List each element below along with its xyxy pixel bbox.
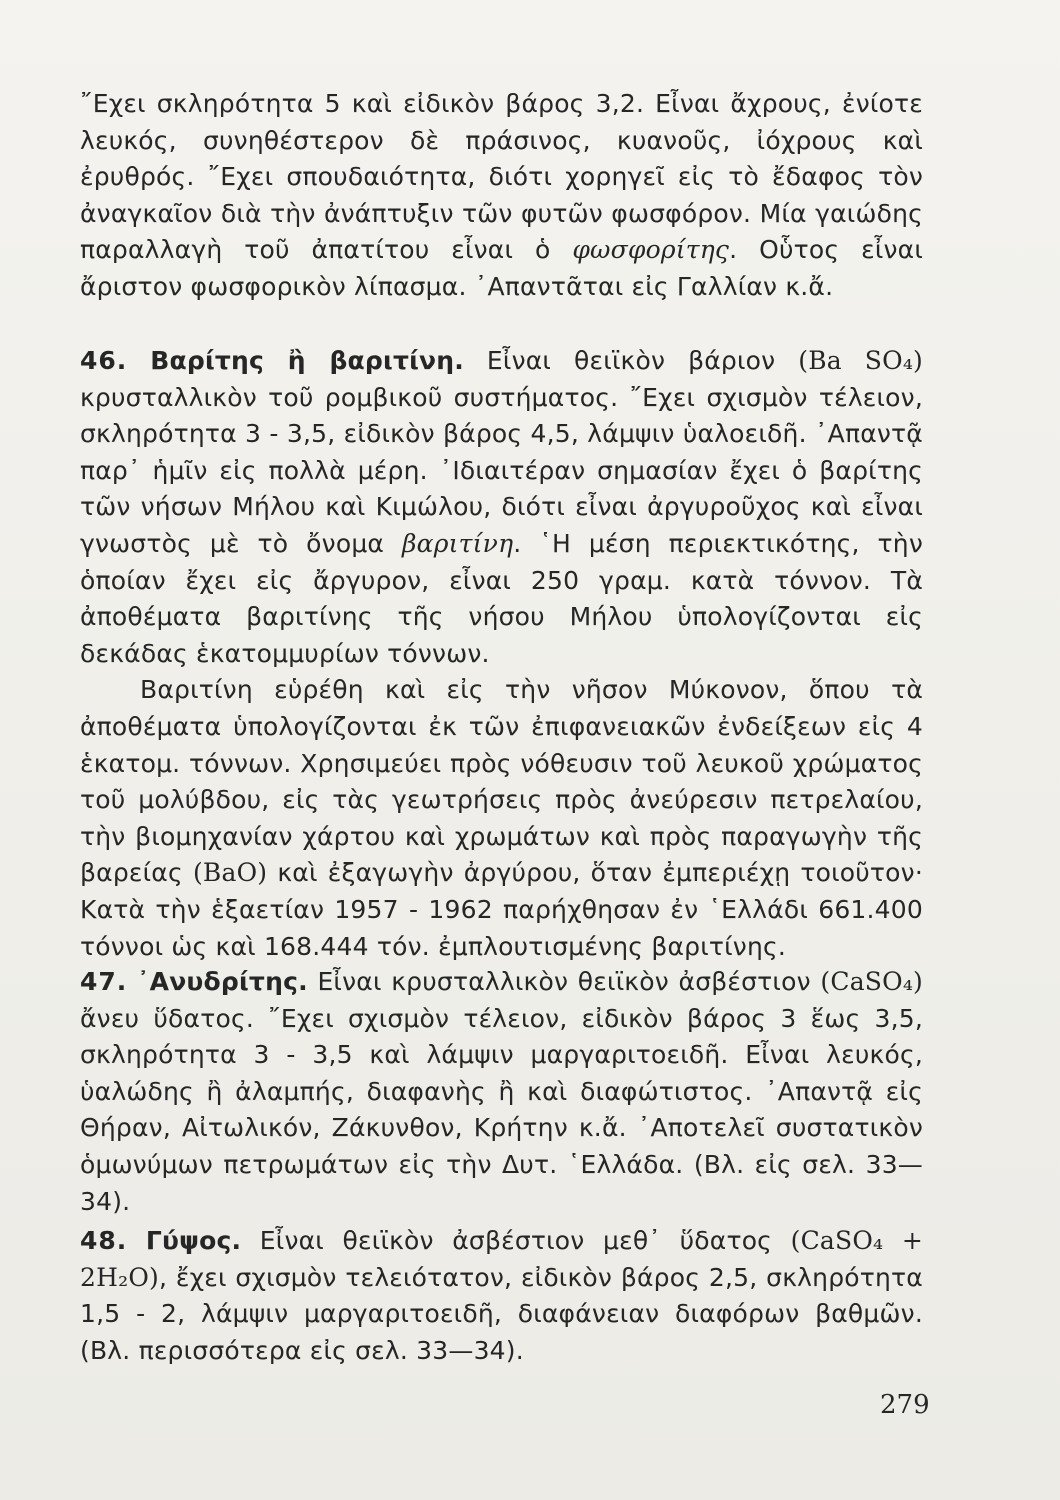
text-run: ῎Εχει σκληρότητα 5 καὶ εἰδικὸν βάρος 3,2. Εἶναι ἄχρους, ἐνίοτε λευκός, συνηθέστερον δὲ πράσινος, κυανοῦς, ἰόχρους καὶ ἐρυθρός. ῎Εχει σπουδαιότητα, διότι χορηγεῖ εἰς τὸ ἔδαφος τὸν ἀναγκαῖον διὰ τὴν ἀνάπτυξιν τῶν φυτῶν φωσφόρον. Μία γαιώδης παραλλαγὴ τοῦ ἀπατίτου εἶναι ὁ (80, 89, 923, 265)
paragraph-apatite-continued (80, 86, 923, 306)
text-run: Εἶναι θειϊκὸν βάριον (463, 346, 799, 375)
text-run: . Οὗτος εἶναι ἄριστον φωσφορικὸν λίπασμα. ᾽Απαντᾶται εἰς Γαλλίαν κ.ἄ. (80, 235, 924, 301)
section-number: 47. (80, 967, 128, 996)
text-run: , ἔχει σχισμὸν τελειότατον, εἰδικὸν βάρος 2,5, σκληρότητα 1,5 - 2, λάμψιν μαργαριτοειδῆ, διαφάνειαν διαφόρων βαθμῶν. (Βλ. περισσότερα εἰς σελ. 33—34). (80, 1262, 923, 1365)
section-48-gypsum (80, 1223, 923, 1369)
italic-term-phosphorite: φωσφορίτης (572, 235, 730, 265)
text-run: καὶ ἐξαγωγὴν ἀργύρου, ὅταν ἐμπεριέχῃ τοιοῦτον· Κατὰ τὴν ἑξαετίαν 1957 - 1962 παρήχθησαν ἐν ῾Ελλάδι 661.400 τόννοι ὡς καὶ 168.444 τόν. ἐμπλουτισμένης βαριτίνης. (80, 858, 923, 961)
section-number: 48. (80, 1226, 128, 1255)
section-46-paragraph (80, 343, 923, 672)
text-run: Εἶναι κρυσταλλικὸν θειϊκὸν ἀσβέστιον (307, 967, 821, 996)
section-heading: ᾽Ανυδρίτης. (136, 967, 308, 996)
paragraph-text (80, 86, 923, 306)
text-run: Βαριτίνη εὑρέθη καὶ εἰς τὴν νῆσον Μύκονον, ὅπου τὰ ἀποθέματα ὑπολογίζονται ἐκ τῶν ἐπιφανειακῶν ἐνδείξεων εἰς 4 ἑκατομ. τόννων. Χρησιμεύει πρὸς νόθευσιν τοῦ λευκοῦ χρώματος τοῦ μολύβδου, εἰς τὰς γεωτρήσεις πρὸς ἀνεύρεσιν πετρελαίου, τὴν βιομηχανίαν χάρτου καὶ χρωμάτων καὶ πρὸς παραγωγὴν τῆς βαρείας (80, 675, 923, 888)
text-run: ἄνευ ὕδατος. ῎Εχει σχισμὸν τέλειον, εἰδικὸν βάρος 3 ἕως 3,5, σκληρότητα 3 - 3,5 καὶ λάμψιν μαργαριτοειδῆ. Εἶναι λευκός, ὑαλώδης ἢ ἀλαμπής, διαφανὴς ἢ καὶ διαφώτιστος. ᾽Απαντᾷ εἰς Θήραν, Αἰτωλικόν, Ζάκυνθον, Κρήτην κ.ἄ. ᾽Αποτελεῖ συστατικὸν ὁμωνύμων πετρωμάτων εἰς τὴν Δυτ. ῾Ελλάδα. (Βλ. εἰς σελ. 33—34). (80, 1003, 923, 1216)
chemical-formula: (Ba SO₄) (798, 346, 923, 375)
section-heading: Γύψος. (145, 1226, 242, 1255)
section-heading: Βαρίτης ἢ βαριτίνη. (150, 346, 464, 375)
section-number: 46. (80, 346, 128, 375)
section-47-paragraph (80, 964, 923, 1220)
chemical-formula: (CaSO₄ + 2H₂O) (80, 1226, 923, 1292)
section-47-anhydrite (80, 964, 923, 1220)
chemical-formula: (BaO) (192, 858, 268, 888)
text-run: Εἶναι θειϊκὸν ἀσβέστιον μεθ᾽ ὕδατος (241, 1226, 791, 1255)
page-number: 279 (880, 1390, 930, 1420)
text-run: . ῾Η μέση περιεκτικότης, τὴν ὁποίαν ἔχει εἰς ἄργυρον, εἶναι 250 γραμ. κατὰ τόννον. Τὰ ἀποθέματα βαριτίνης τῆς νήσου Μήλου ὑπολογίζονται εἰς δεκάδας ἑκατομμυρίων τόννων. (80, 528, 923, 668)
italic-term-baritine: βαριτίνη (402, 528, 514, 558)
section-46-paragraph-2 (80, 672, 923, 965)
text-run: κρυσταλλικὸν τοῦ ρομβικοῦ συστήματος. ῎Εχει σχισμὸν τέλειον, σκληρότητα 3 - 3,5, εἰδικὸν βάρος 4,5, λάμψιν ὑαλοειδῆ. ᾽Απαντᾷ παρ᾽ ἡμῖν εἰς πολλὰ μέρη. ᾽Ιδιαιτέραν σημασίαν ἔχει ὁ βαρίτης τῶν νήσων Μήλου καὶ Κιμώλου, διότι εἶναι ἀργυροῦχος καὶ εἶναι γνωστὸς μὲ τὸ ὄνομα (80, 382, 923, 558)
section-48-paragraph (80, 1223, 923, 1369)
section-46-barite (80, 343, 923, 965)
chemical-formula: (CaSO₄) (820, 967, 923, 996)
